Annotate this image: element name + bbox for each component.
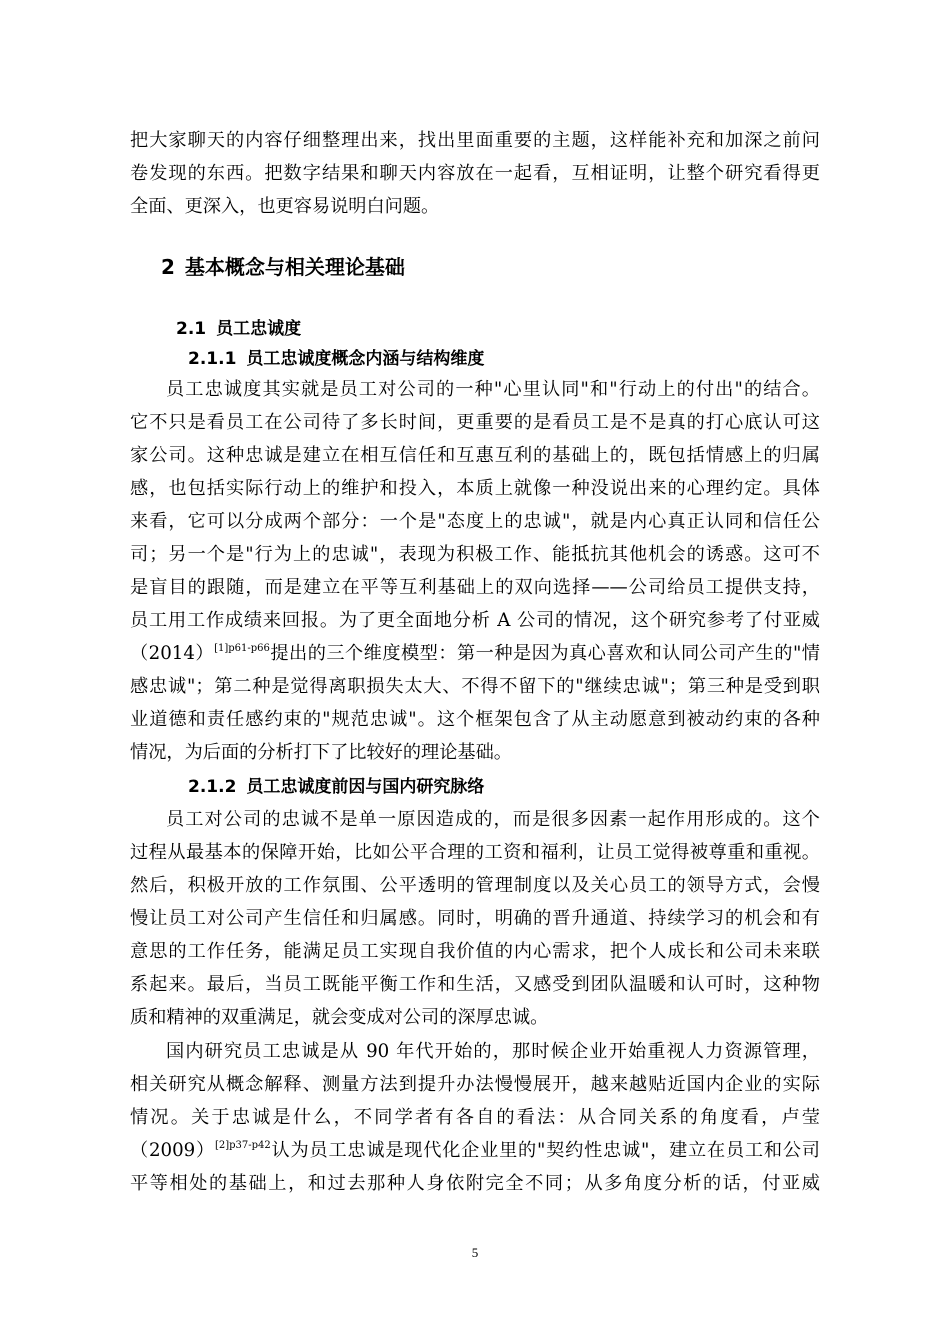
paragraph-line: 意思的工作任务，能满足员工实现自我价值的内心需求，把个人成长和公司未来联 xyxy=(130,941,820,962)
subsection-number-2: 2.1.2 xyxy=(188,777,237,797)
subsection-heading-2 xyxy=(188,776,484,798)
paragraph-line: 平等相处的基础上，和过去那种人身依附完全不同；从多角度分析的话，付亚威 xyxy=(130,1173,820,1194)
paragraph-line: 慢让员工对公司产生信任和归属感。同时，明确的晋升通道、持续学习的机会和有 xyxy=(130,908,820,929)
citation-year: （2009） xyxy=(130,1140,215,1161)
paragraph-line: 系起来。最后，当员工既能平衡工作和生活，又感受到团队温暖和认可时，这种物 xyxy=(130,974,820,995)
page-number: 5 xyxy=(471,1245,479,1260)
paragraph-line: 相关研究从概念解释、测量方法到提升办法慢慢展开，越来越贴近国内企业的实际 xyxy=(130,1074,820,1095)
chapter-heading xyxy=(161,254,405,280)
citation-line xyxy=(130,1139,820,1163)
paragraph-line: 司；另一个是"行为上的忠诚"，表现为积极工作、能抵抗其他机会的诱惑。这可不 xyxy=(130,544,820,565)
paragraph-line: 是盲目的跟随，而是建立在平等互利基础上的双向选择——公司给员工提供支持， xyxy=(130,577,820,598)
paragraph-line: 家公司。这种忠诚是建立在相互信任和互惠互利的基础上的，既包括情感上的归属 xyxy=(130,445,820,466)
citation-text: 提出的三个维度模型：第一种是因为真心喜欢和认同公司产生的"情 xyxy=(269,643,820,664)
citation-reference: [2]p37-p42 xyxy=(214,1140,271,1151)
chapter-number: 2 xyxy=(161,255,175,279)
paragraph-line: 员工对公司的忠诚不是单一原因造成的，而是很多因素一起作用形成的。这个 xyxy=(166,809,820,830)
section-title: 员工忠诚度 xyxy=(216,319,302,339)
paragraph-line: 情况。关于忠诚是什么，不同学者有各自的看法：从合同关系的角度看，卢莹 xyxy=(130,1107,820,1128)
subsection-title-1: 员工忠诚度概念内涵与结构维度 xyxy=(246,349,485,369)
section-heading xyxy=(176,318,301,340)
intro-line-2: 卷发现的东西。把数字结果和聊天内容放在一起看，互相证明，让整个研究看得更 xyxy=(130,163,820,184)
citation-year: （2014） xyxy=(130,643,215,664)
paragraph-line: 员工用工作成绩来回报。为了更全面地分析 A 公司的情况，这个研究参考了付亚威 xyxy=(130,610,820,631)
citation-reference: [1]p61-p66 xyxy=(214,643,270,654)
paragraph-line: 员工忠诚度其实就是员工对公司的一种"心里认同"和"行动上的付出"的结合。 xyxy=(166,379,820,400)
paragraph-line: 情况，为后面的分析打下了比较好的理论基础。 xyxy=(130,742,512,763)
paragraph-line: 过程从最基本的保障开始，比如公平合理的工资和福利，让员工觉得被尊重和重视。 xyxy=(130,842,820,863)
paragraph-line: 然后，积极开放的工作氛围、公平透明的管理制度以及关心员工的领导方式，会慢 xyxy=(130,875,820,896)
paragraph-line: 感，也包括实际行动上的维护和投入，本质上就像一种没说出来的心理约定。具体 xyxy=(130,478,820,499)
section-number: 2.1 xyxy=(176,319,207,339)
intro-line-3: 全面、更深入，也更容易说明白问题。 xyxy=(130,196,440,217)
intro-line-1: 把大家聊天的内容仔细整理出来，找出里面重要的主题，这样能补充和加深之前问 xyxy=(130,130,820,151)
subsection-title-2: 员工忠诚度前因与国内研究脉络 xyxy=(246,777,485,797)
paragraph-line: 业道德和责任感约束的"规范忠诚"。这个框架包含了从主动愿意到被动约束的各种 xyxy=(130,709,820,730)
paragraph-line: 来看，它可以分成两个部分：一个是"态度上的忠诚"，就是内心真正认同和信任公 xyxy=(130,511,820,532)
chapter-title: 基本概念与相关理论基础 xyxy=(184,255,405,279)
citation-text: 认为员工忠诚是现代化企业里的"契约性忠诚"，建立在员工和公司 xyxy=(270,1140,820,1161)
paragraph-line: 质和精神的双重满足，就会变成对公司的深厚忠诚。 xyxy=(130,1007,549,1028)
paragraph-line: 感忠诚"；第二种是觉得离职损失太大、不得不留下的"继续忠诚"；第三种是受到职 xyxy=(130,676,820,697)
subsection-heading-1 xyxy=(188,348,484,370)
paragraph-line: 它不只是看员工在公司待了多长时间，更重要的是看员工是不是真的打心底认可这 xyxy=(130,412,820,433)
paragraph-line: 国内研究员工忠诚是从 90 年代开始的，那时候企业开始重视人力资源管理， xyxy=(166,1041,820,1062)
subsection-number-1: 2.1.1 xyxy=(188,349,237,369)
citation-line xyxy=(130,642,820,666)
